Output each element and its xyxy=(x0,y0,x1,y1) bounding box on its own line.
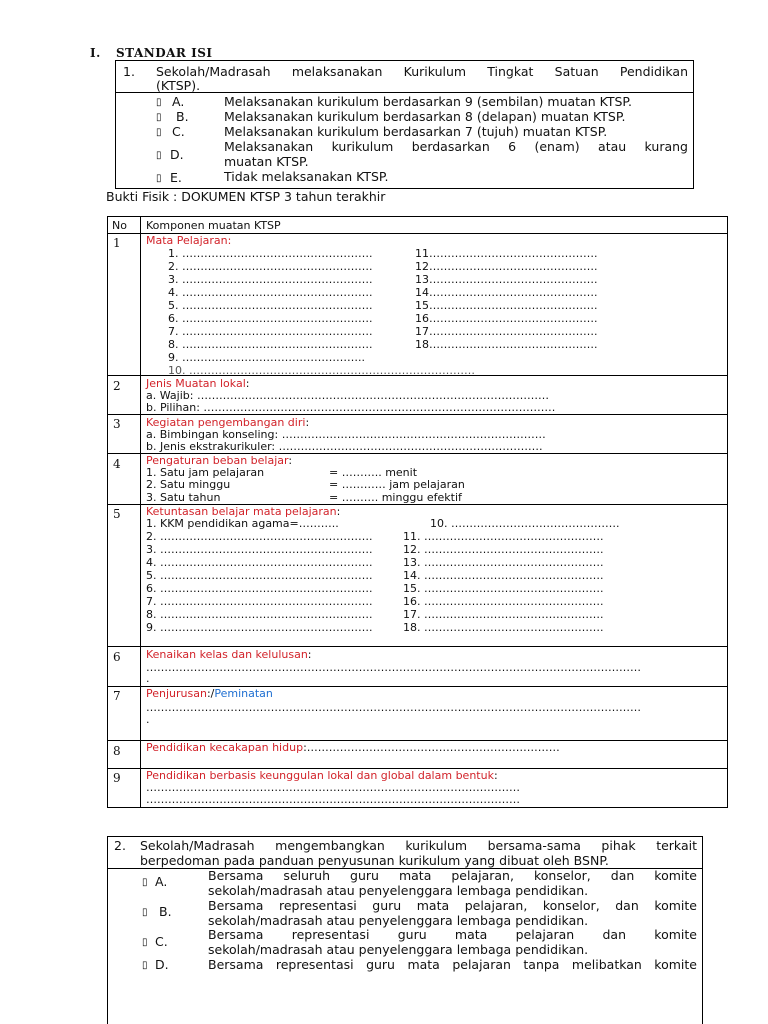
row-5-item[interactable]: 16. …………………………………………. xyxy=(403,595,604,608)
row-4-item-left: 3. Satu tahun xyxy=(146,491,221,504)
option-text: Bersama representasi guru mata pelajaran, konselor, dan komite xyxy=(208,898,697,913)
row-1-number: 1 xyxy=(113,236,121,250)
row-5-item[interactable]: 7. …………………………………………………. xyxy=(146,595,373,608)
row-7-answer-dot: . xyxy=(146,713,150,726)
row-5-item[interactable]: 14. …………………………………………. xyxy=(403,569,604,582)
row-1-right-list xyxy=(415,247,635,351)
checkbox-icon[interactable]: ▯ xyxy=(156,150,162,161)
row-7-number: 7 xyxy=(113,689,121,703)
row-6-label-text: Kenaikan kelas dan kelulusan xyxy=(146,648,308,661)
row-1-item[interactable]: 4. ……………………………………………. xyxy=(168,286,373,299)
row-3-bimbingan[interactable]: a. Bimbingan konseling: ……………………………………………………………… xyxy=(146,428,546,441)
row-1-item[interactable]: 11………………………………………. xyxy=(415,247,598,260)
row-5-item[interactable]: 17. …………………………………………. xyxy=(403,608,604,621)
row-4-label-colon: : xyxy=(288,454,293,467)
row-5-item[interactable]: 3. …………………………………………………. xyxy=(146,543,373,556)
section-number: I. xyxy=(90,46,101,60)
row-4-item-right[interactable]: = ………. minggu efektif xyxy=(329,491,462,504)
row-5-item[interactable]: 4. …………………………………………………. xyxy=(146,556,373,569)
question-2-number: 2. xyxy=(114,838,126,853)
row-2-label-colon: : xyxy=(245,377,250,390)
row-9-label-text: Pendidikan berbasis keunggulan lokal dan global dalam bentuk xyxy=(146,769,494,782)
row-6-label xyxy=(146,648,312,661)
checkbox-icon[interactable]: ▯ xyxy=(142,907,148,918)
row-3-label-colon: : xyxy=(305,416,310,429)
checkbox-icon[interactable]: ▯ xyxy=(142,937,148,948)
checkbox-icon[interactable]: ▯ xyxy=(156,112,162,123)
question-2-text-cont: berpedoman pada panduan penyusunan kurikulum yang dibuat oleh BSNP. xyxy=(140,853,609,868)
row-8-label xyxy=(146,741,586,754)
row-5-item[interactable]: 11. …………………………………………. xyxy=(403,530,604,543)
table-header-no: No xyxy=(112,219,127,232)
row-5-item[interactable]: 6. …………………………………………………. xyxy=(146,582,373,595)
option-text: Melaksanakan kurikulum berdasarkan 7 (tujuh) muatan KTSP. xyxy=(224,124,608,139)
row-9-answer-line[interactable]: ………………………………………………………………………………………… xyxy=(146,793,520,806)
checkbox-icon[interactable]: ▯ xyxy=(156,97,162,108)
option-letter: C. xyxy=(155,934,168,949)
row-2-wajib[interactable]: a. Wajib: …………………………………………………………………………………… xyxy=(146,389,549,402)
row-5-item[interactable]: 5. …………………………………………………. xyxy=(146,569,373,582)
row-8-number: 8 xyxy=(113,744,121,758)
question-1-number: 1. xyxy=(123,64,135,79)
option-text: Melaksanakan kurikulum berdasarkan 9 (sembilan) muatan KTSP. xyxy=(224,94,632,109)
option-text-cont: muatan KTSP. xyxy=(224,154,309,169)
row-4-item-left: 1. Satu jam pelajaran xyxy=(146,466,265,479)
row-7-label xyxy=(146,687,273,700)
option-text: Bersama representasi guru mata pelajaran dan komite xyxy=(208,927,697,942)
row-1-item[interactable]: 1. ……………………………………………. xyxy=(168,247,373,260)
row-1-item[interactable]: 5. ……………………………………………. xyxy=(168,299,373,312)
row-4-item-left: 2. Satu minggu xyxy=(146,478,231,491)
row-7-label-sep: :/ xyxy=(206,687,215,700)
row-1-item[interactable]: 6. ……………………………………………. xyxy=(168,312,373,325)
row-5-item[interactable]: 13. …………………………………………. xyxy=(403,556,604,569)
option-letter: C. xyxy=(172,124,185,139)
row-5-item[interactable]: 9. …………………………………………………. xyxy=(146,621,373,634)
row-6-number: 6 xyxy=(113,650,121,664)
row-1-item[interactable]: 13………………………………………. xyxy=(415,273,598,286)
option-letter: B. xyxy=(159,904,172,919)
option-text-cont: sekolah/madrasah atau penyelenggara lembaga pendidikan. xyxy=(208,942,589,957)
row-9-label-colon: : xyxy=(493,769,498,782)
row-5-left-list xyxy=(146,530,402,634)
row-5-item[interactable]: 2. …………………………………………………. xyxy=(146,530,373,543)
row-5-label-colon: : xyxy=(336,505,341,518)
checkbox-icon[interactable]: ▯ xyxy=(156,173,162,184)
option-letter: B. xyxy=(176,109,189,124)
row-1-item[interactable]: 2. ……………………………………………. xyxy=(168,260,373,273)
row-4-item-right[interactable]: = ………… jam pelajaran xyxy=(329,478,465,491)
row-5-label-text: Ketuntasan belajar mata pelajaran xyxy=(146,505,337,518)
question-2-text: Sekolah/Madrasah mengembangkan kurikulum bersama-sama pihak terkait xyxy=(140,838,697,853)
option-letter: A. xyxy=(155,874,168,889)
row-9-number: 9 xyxy=(113,771,121,785)
option-letter: E. xyxy=(170,170,182,185)
row-5-item-10[interactable]: 10. ………………………………………. xyxy=(430,517,620,530)
section-title: STANDAR ISI xyxy=(116,46,213,60)
option-letter: A. xyxy=(172,94,185,109)
row-1-item[interactable]: 3. ……………………………………………. xyxy=(168,273,373,286)
row-6-label-colon: : xyxy=(307,648,312,661)
row-1-item[interactable]: 18………………………………………. xyxy=(415,338,598,351)
option-text: Bersama seluruh guru mata pelajaran, konselor, dan komite xyxy=(208,868,697,883)
checkbox-icon[interactable]: ▯ xyxy=(156,127,162,138)
row-1-item[interactable]: 16………………………………………. xyxy=(415,312,598,325)
row-4-number: 4 xyxy=(113,457,121,471)
option-letter: D. xyxy=(155,957,169,972)
option-text: Tidak melaksanakan KTSP. xyxy=(224,169,389,184)
row-2-label-text: Jenis Muatan lokal xyxy=(146,377,246,390)
row-3-ekstrakurikuler[interactable]: b. Jenis ekstrakurikuler: ……………………………………………………………… xyxy=(146,440,543,453)
row-5-kkm-agama[interactable]: 1. KKM pendidikan agama=……….. xyxy=(146,517,339,530)
row-1-item[interactable]: 8. ……………………………………………. xyxy=(168,338,373,351)
option-text-cont: sekolah/madrasah atau penyelenggara lembaga pendidikan. xyxy=(208,883,589,898)
row-1-label: Mata Pelajaran: xyxy=(146,234,232,247)
row-4-label-text: Pengaturan beban belajar xyxy=(146,454,289,467)
table-header-komponen: Komponen muatan KTSP xyxy=(146,219,281,232)
option-letter: D. xyxy=(170,147,184,162)
option-text: Melaksanakan kurikulum berdasarkan 8 (delapan) muatan KTSP. xyxy=(224,109,626,124)
row-1-item[interactable]: 12………………………………………. xyxy=(415,260,598,273)
row-8-label-text: Pendidikan kecakapan hidup xyxy=(146,741,304,754)
option-text-cont: sekolah/madrasah atau penyelenggara lembaga pendidikan. xyxy=(208,913,589,928)
row-6-answer-dot: . xyxy=(146,672,150,685)
row-2-pilihan[interactable]: b. Pilihan: …………………………………………………………………………………… xyxy=(146,401,556,414)
row-8-answer[interactable]: :…………………………………………………………… xyxy=(303,741,560,754)
question-1-text: Sekolah/Madrasah melaksanakan Kurikulum Tingkat Satuan Pendidikan xyxy=(156,64,688,79)
row-5-item[interactable]: 18. …………………………………………. xyxy=(403,621,604,634)
row-5-item[interactable]: 8. …………………………………………………. xyxy=(146,608,373,621)
row-5-right-list xyxy=(403,530,625,634)
row-7-answer-line[interactable]: ……………………………………………………………………………………………………………………… xyxy=(146,701,641,714)
row-7-label-text: Penjurusan xyxy=(146,687,207,700)
option-text: Bersama representasi guru mata pelajaran tanpa melibatkan komite xyxy=(208,957,697,972)
row-4-item-right[interactable]: = ……….. menit xyxy=(329,466,418,479)
row-7-label2-text: Peminatan xyxy=(214,687,273,700)
option-text: Melaksanakan kurikulum berdasarkan 6 (enam) atau kurang xyxy=(224,139,688,154)
row-2-number: 2 xyxy=(113,379,121,393)
row-1-left-list xyxy=(168,247,410,364)
row-3-label-text: Kegiatan pengembangan diri xyxy=(146,416,306,429)
row-1-item[interactable]: 17………………………………………. xyxy=(415,325,598,338)
row-1-item-10[interactable]: 10. …………………………………………………………………… xyxy=(168,364,475,377)
row-1-item[interactable]: 7. ……………………………………………. xyxy=(168,325,373,338)
row-5-item[interactable]: 12. …………………………………………. xyxy=(403,543,604,556)
row-5-item[interactable]: 15. …………………………………………. xyxy=(403,582,604,595)
row-1-item[interactable]: 15………………………………………. xyxy=(415,299,598,312)
question-1-text-cont: (KTSP). xyxy=(156,78,201,93)
checkbox-icon[interactable]: ▯ xyxy=(142,877,148,888)
bukti-fisik-label: Bukti Fisik : DOKUMEN KTSP 3 tahun terakhir xyxy=(106,189,386,204)
row-9-answer-line[interactable]: ………………………………………………………………………………………… xyxy=(146,781,520,794)
row-6-answer-line[interactable]: ……………………………………………………………………………………………………………………… xyxy=(146,661,641,674)
row-1-item[interactable]: 14………………………………………. xyxy=(415,286,598,299)
row-1-item[interactable]: 9. ………………………………………….. xyxy=(168,351,365,364)
checkbox-icon[interactable]: ▯ xyxy=(142,960,148,971)
row-3-number: 3 xyxy=(113,417,121,431)
row-5-number: 5 xyxy=(113,507,121,521)
